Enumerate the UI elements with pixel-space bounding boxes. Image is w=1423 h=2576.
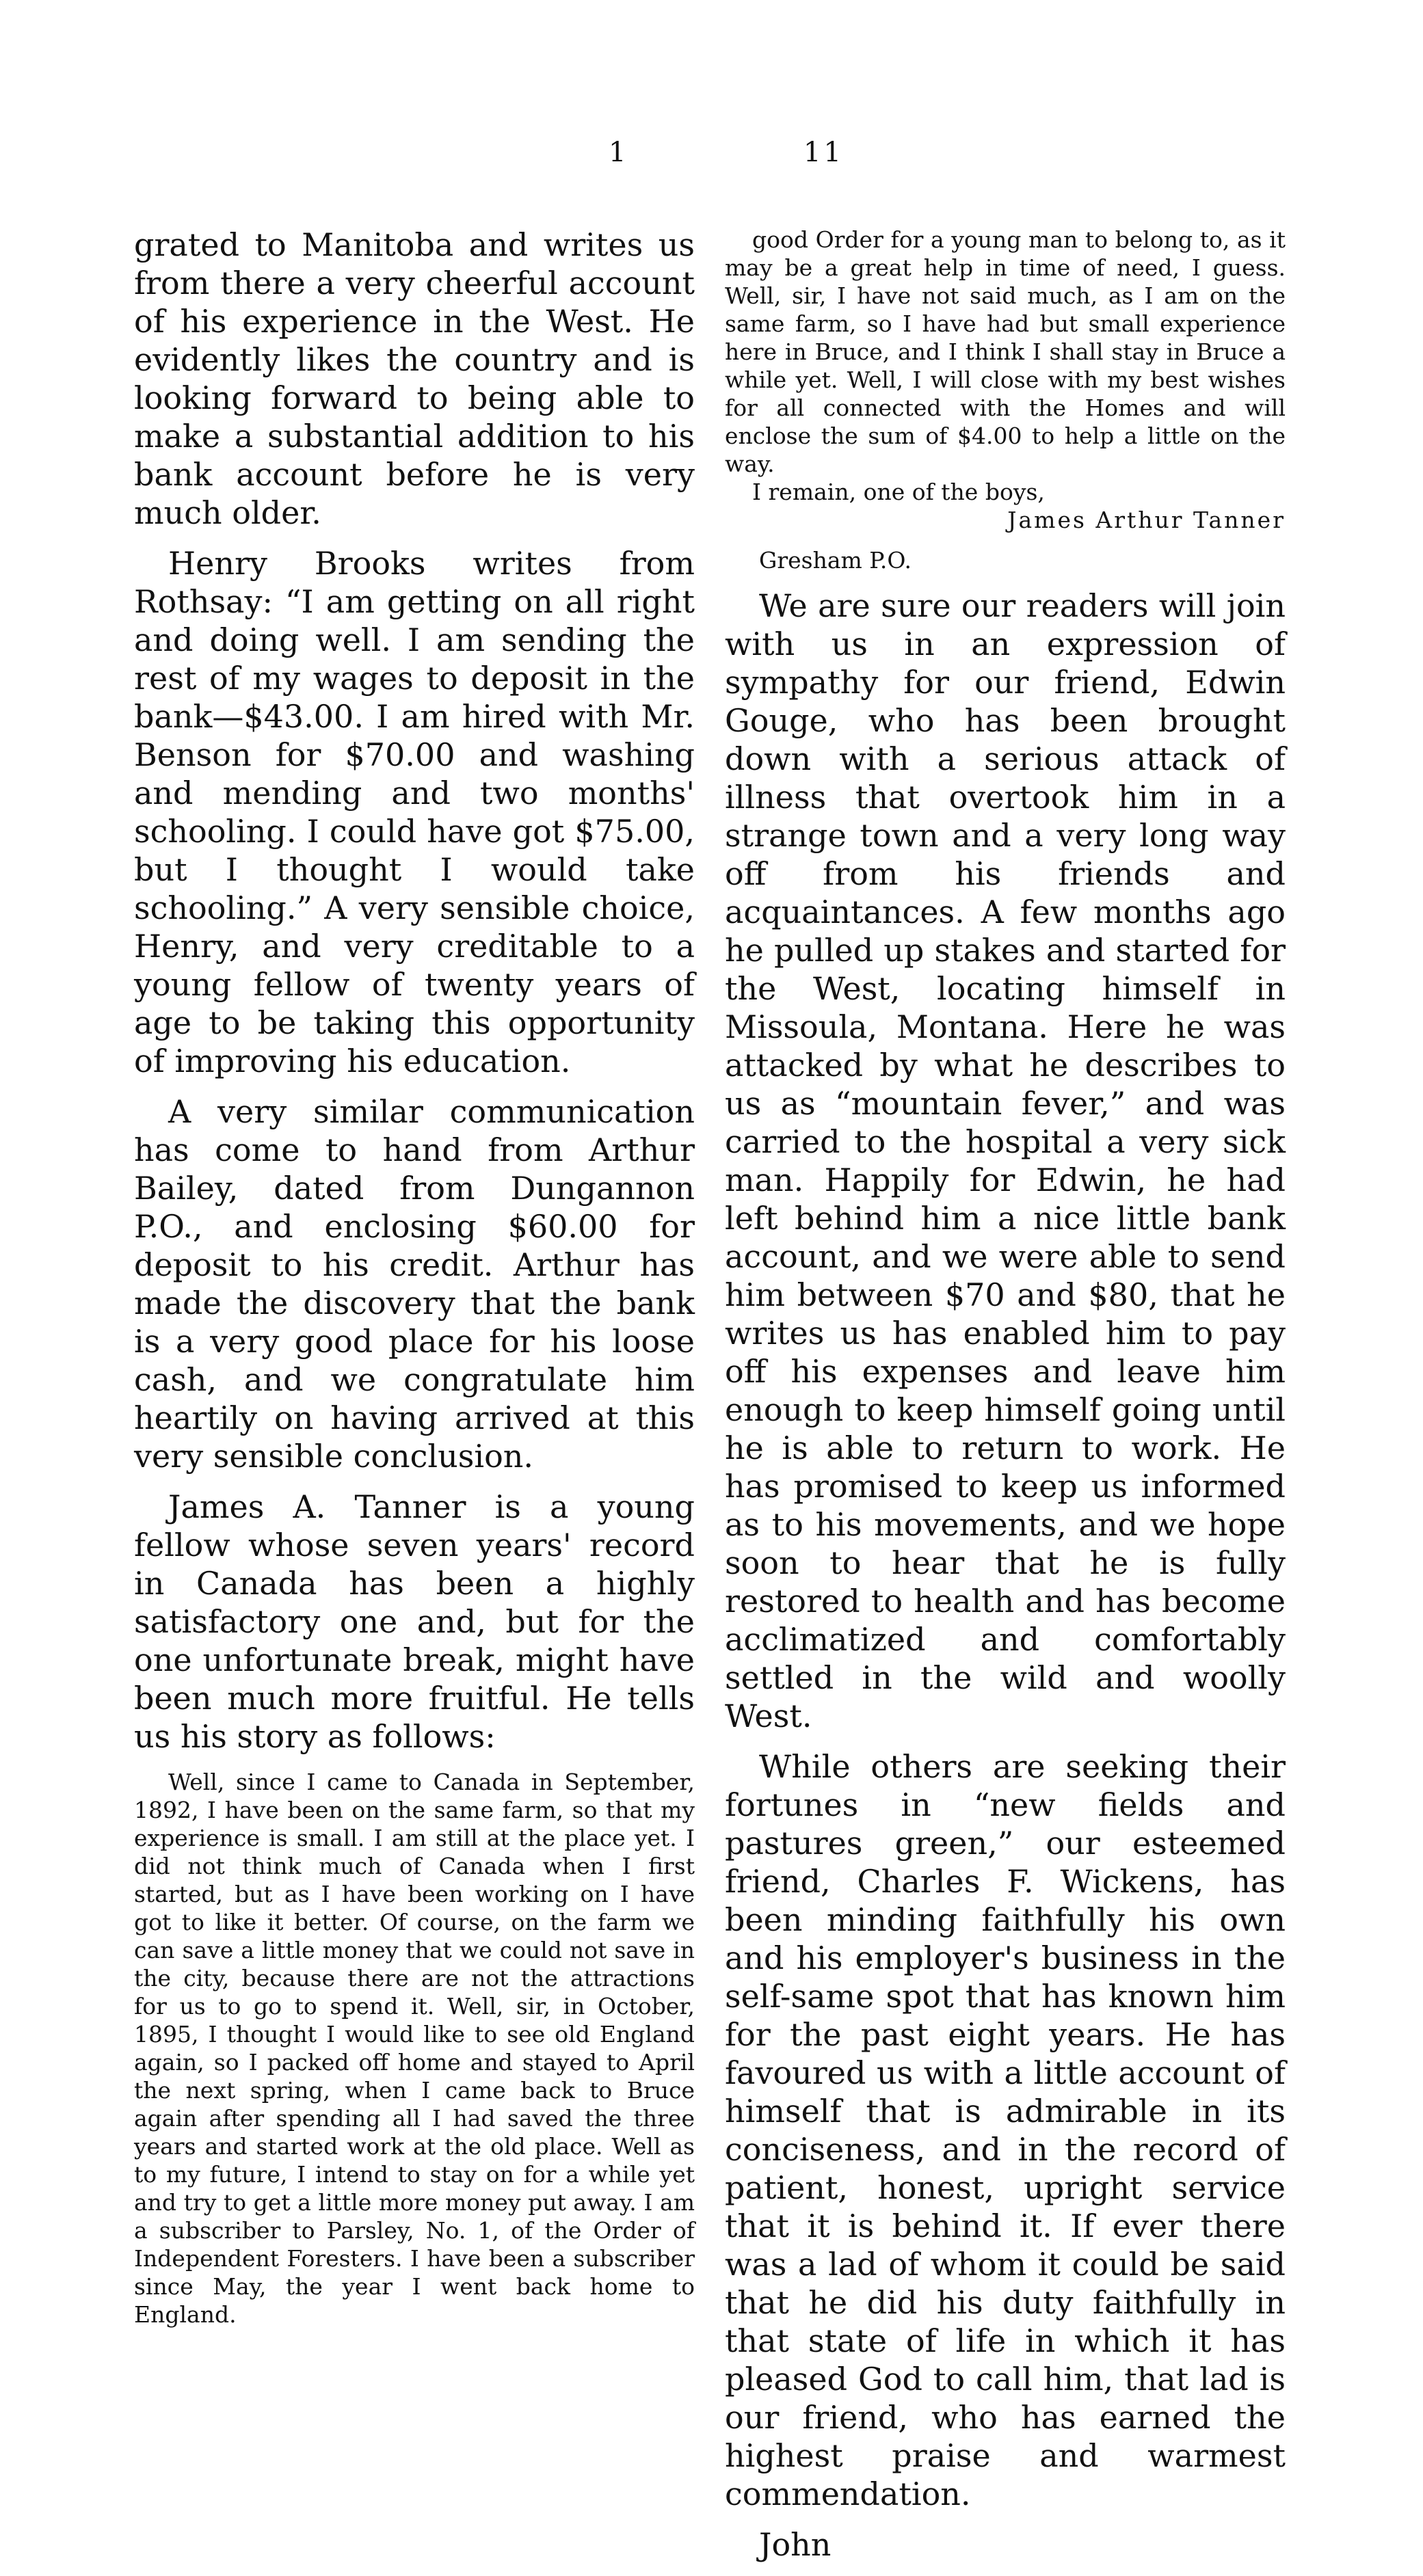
paragraph-james-tanner-intro: James A. Tanner is a young fellow whose seven years' record in Canada has been a highly satisfactory one and, but for the one unfortunate break, might have been much more fruitful. He tells us his story as follows: — [134, 1488, 695, 1755]
letter-closing: I remain, one of the boys, — [752, 479, 1045, 505]
page-number-left: 1 — [609, 137, 629, 168]
right-text-column — [725, 226, 1286, 2576]
letter-signature: James Arthur Tanner — [1007, 507, 1286, 533]
left-text-column — [134, 226, 695, 2338]
paragraph-arthur-bailey: A very similar communication has come to hand from Arthur Bailey, dated from Dungannon P.O., and enclosing $60.00 for deposit to his credit. Arthur has made the discovery that the bank is a very good place for his loose cash, and we congratulate him heartily on having arrived at this very sensible conclusion. — [134, 1093, 695, 1475]
paragraph-manitoba-continued: grated to Manitoba and writes us from there a very cheerful account of his experience in the West. He evidently likes the country and is looking forward to being able to make a substantial addition to his bank account before he is very much older. — [134, 226, 695, 531]
paragraph-henry-brooks: Henry Brooks writes from Rothsay: “I am getting on all right and doing well. I am sending the rest of my wages to deposit in the bank—$43.00. I am hired with Mr. Benson for $70.00 and washing and mending and two months' schooling. I could have got $75.00, but I thought I would take schooling.” A very sensible choice, Henry, and very creditable to a young fellow of twenty years of age to be taking this opportunity of improving his education. — [134, 545, 695, 1079]
paragraph-edwin-gouge: We are sure our readers will join with us in an expression of sympathy for our friend, Edwin Gouge, who has been brought down with a serious attack of illness that overtook him in a strange town and a very long way off from his friends and acquaintances. A few months ago he pulled up stakes and started for the West, locating himself in Missoula, Montana. Here he was attacked by what he describes to us as “mountain fever,” and was carried to the hospital a very sick man. Happily for Edwin, he had left behind him a nice little bank account, and we were able to send him between $70 and $80, that he writes us has enabled him to pay off his expenses and leave him enough to keep himself going until he is able to return to work. He has promised to keep us informed as to his movements, and we hope soon to hear that he is fully restored to health and has become acclimatized and comfortably settled in the wild and woolly West. — [725, 587, 1286, 1734]
paragraph-john-start: John — [759, 2526, 832, 2563]
letter-post-office: Gresham P.O. — [759, 547, 912, 574]
letter-james-tanner: Well, since I came to Canada in September, 1892, I have been on the same farm, so that my experience is small. I am still at the place yet. I did not think much of Canada when I first started, but as I have been working on I have got to like it better. Of course, on the farm we can save a little money that we could not save in the city, because there are not the attractions for us to go to spend it. Well, sir, in October, 1895, I thought I would like to see old England again, so I packed off home and stayed to April the next spring, when I came back to Bruce again after spending all I had saved the three years and started work at the old place. Well as to my future, I intend to stay on for a while yet and try to get a little more money put away. I am a subscriber to Parsley, No. 1, of the Order of Independent Foresters. I have been a subscriber since May, the year I went back home to England. — [134, 1769, 695, 2328]
letter-james-tanner-continued: good Order for a young man to belong to, as it may be a great help in time of need, I guess. Well, sir, I have not said much, as I am on the same farm, so I have had but small experience here in Bruce, and I think I shall stay in Bruce a while yet. Well, I will close with my best wishes for all connected with the Homes and will enclose the sum of $4.00 to help a little on the way. — [725, 226, 1286, 477]
paragraph-charles-wickens: While others are seeking their fortunes in “new fields and pastures green,” our esteemed friend, Charles F. Wickens, has been minding faithfully his own and his employer's business in the self-same spot that has known him for the past eight years. He has favoured us with a little account of himself that is admirable in its conciseness, and in the record of patient, honest, upright service that it is behind it. If ever there was a lad of whom it could be said that he did his duty faithfully in that state of life in which it has pleased God to call him, that lad is our friend, who has earned the highest praise and warmest commendation. — [725, 1748, 1286, 2512]
page-number-right: 11 — [803, 137, 844, 168]
